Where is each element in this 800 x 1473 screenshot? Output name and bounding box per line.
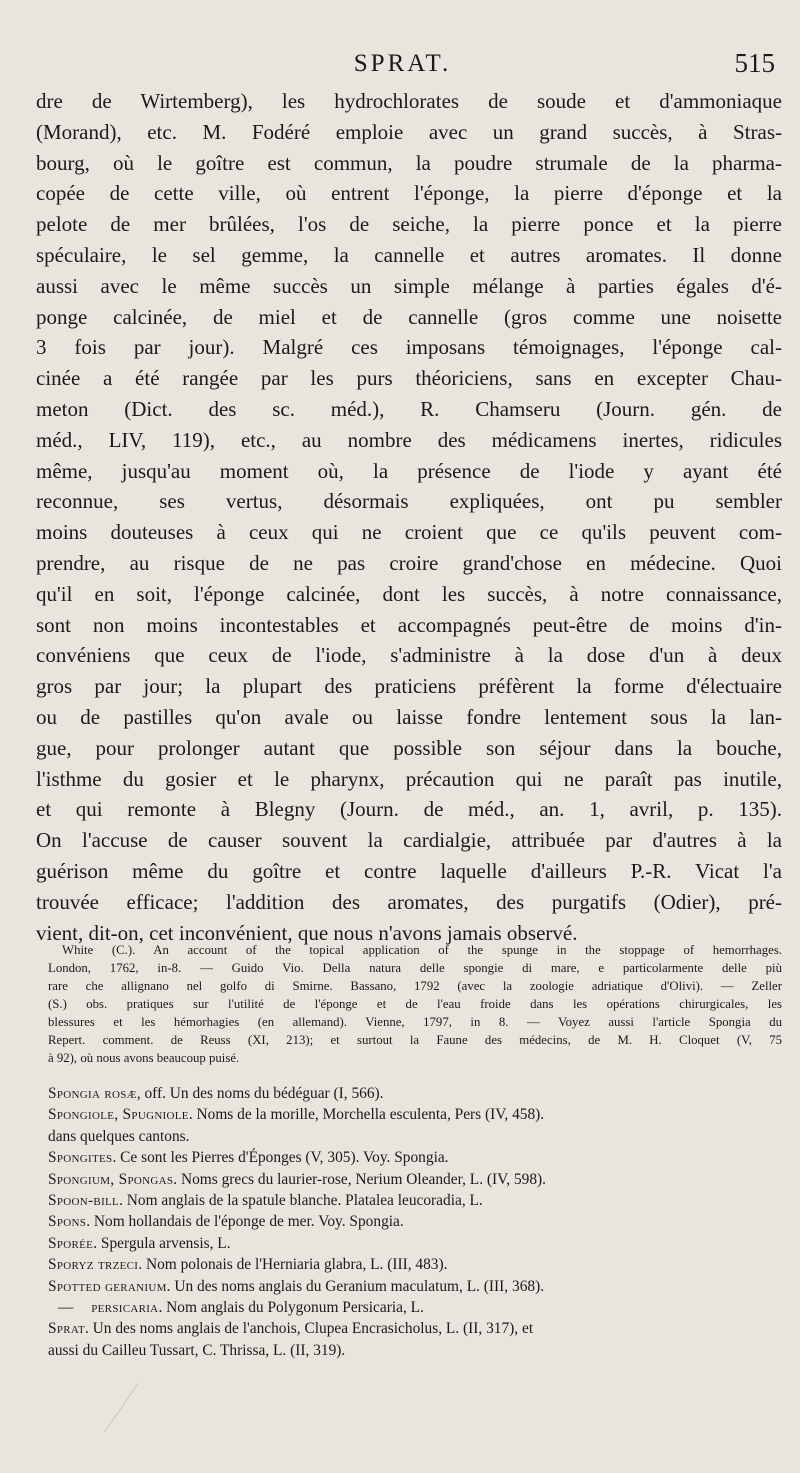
main-text-body xyxy=(36,86,782,948)
entry-text: . Un des noms anglais de l'anchois, Clupea Encrasicholus, L. (II, 317), et xyxy=(84,1320,534,1338)
dictionary-entry xyxy=(48,1233,782,1254)
page-number: 515 xyxy=(734,48,775,78)
reference-line: à 92), où nous avons beaucoup puisé. xyxy=(48,1051,240,1065)
dictionary-entry xyxy=(48,1190,782,1211)
text-line: dre de Wirtemberg), les hydrochlorates de soude et d'ammoniaque xyxy=(36,89,782,113)
text-line: gue, pour prolonger autant que possible son séjour dans la bouche, xyxy=(36,735,782,760)
text-line: prendre, au risque de ne pas croire grand'chose en médecine. Quoi xyxy=(36,550,782,575)
reference-line: blessures et les hémorhagies (en allemand). Vienne, 1797, in 8. — Voyez aussi l'article Spongia du xyxy=(48,1015,782,1029)
dictionary-entry xyxy=(48,1318,782,1361)
entry-text: . Noms grecs du laurier-rose, Nerium Oleander, L. (IV, 598). xyxy=(173,1170,547,1188)
entry-term: Sporyz trzeci xyxy=(48,1256,139,1274)
text-line: trouvée efficace; l'addition des aromates, des purgatifs (Odier), pré- xyxy=(36,889,782,914)
entry-term: Sporée xyxy=(48,1234,94,1252)
entry-continuation: dans quelques cantons. xyxy=(48,1127,190,1145)
entry-text: . Nom polonais de l'Herniaria glabra, L. (III, 483). xyxy=(138,1256,448,1274)
text-line: qu'il en soit, l'éponge calcinée, dont les succès, à notre connaissance, xyxy=(36,581,782,606)
entry-term: Spongium, Spongas xyxy=(48,1170,174,1188)
text-line: 3 fois par jour). Malgré ces imposans témoignages, l'éponge cal- xyxy=(36,335,782,360)
entry-term: Spotted geranium xyxy=(48,1277,167,1295)
text-line: meton (Dict. des sc. méd.), R. Chamseru (Journ. gén. de xyxy=(36,396,782,421)
text-line: méd., LIV, 119), etc., au nombre des médicamens inertes, ridicules xyxy=(36,427,782,452)
text-line: ou de pastilles qu'on avale ou laisse fondre lentement sous la lan- xyxy=(36,704,782,729)
text-line: cinée a été rangée par les purs théoriciens, sans en excepter Chau- xyxy=(36,366,782,391)
page-smudge xyxy=(104,1383,146,1437)
dictionary-entry xyxy=(48,1104,782,1147)
entry-term: persicaria xyxy=(91,1299,159,1317)
entry-text: . Noms de la morille, Morchella esculenta, Pers (IV, 458). xyxy=(188,1106,545,1124)
reference-line: rare che allignano nel golfo di Smirne. Bassano, 1792 (avec la zoologie adriatique d'Olivi). — Zeller xyxy=(48,979,782,993)
reference-line: Repert. comment. de Reuss (XI, 213); et surtout la Faune des médecins, de M. H. Cloquet (V, 75 xyxy=(48,1033,782,1047)
entry-text: , off. Un des noms du bédéguar (I, 566). xyxy=(136,1085,384,1102)
dictionary-entry xyxy=(48,1276,782,1297)
entry-continuation: aussi du Cailleu Tussart, C. Thrissa, L. (II, 319). xyxy=(48,1341,346,1359)
text-line: bourg, où le goître est commun, la poudre strumale de la pharma- xyxy=(36,150,782,175)
text-line: l'isthme du gosier et le pharynx, précaution qui ne paraît pas inutile, xyxy=(36,766,782,791)
entry-text: . Nom anglais de la spatule blanche. Platalea leucoradia, L. xyxy=(119,1192,483,1210)
text-line: vient, dit-on, cet inconvénient, que nous n'avons jamais observé. xyxy=(36,920,578,945)
text-line: même, jusqu'au moment où, la présence de l'iode y ayant été xyxy=(36,458,782,483)
text-line: pelote de mer brûlées, l'os de seiche, la pierre ponce et la pierre xyxy=(36,212,782,237)
entry-text: . Ce sont les Pierres d'Éponges (V, 305). Voy. Spongia. xyxy=(112,1149,449,1167)
text-line: guérison même du goître et contre laquelle d'ailleurs P.-R. Vicat l'a xyxy=(36,858,782,883)
text-line: ponge calcinée, de miel et de cannelle (gros comme une noisette xyxy=(36,304,782,329)
bibliography-block xyxy=(48,941,782,1067)
page-header xyxy=(30,48,775,84)
dictionary-entry xyxy=(48,1211,782,1232)
text-line: gros par jour; la plupart des praticiens préfèrent la forme d'électuaire xyxy=(36,674,782,699)
text-line: On l'accuse de causer souvent la cardialgie, attribuée par d'autres à la xyxy=(36,828,782,853)
entry-text: . Spergula arvensis, L. xyxy=(93,1234,231,1252)
running-head: SPRAT. xyxy=(353,50,452,77)
text-line: convéniens que ceux de l'iode, s'administre à la dose d'un à deux xyxy=(36,643,782,668)
entry-term: Spongiole, Spugniole xyxy=(48,1106,189,1124)
reference-line: White (C.). An account of the topical application of the spunge in the stoppage of hemorrhages. xyxy=(62,943,782,957)
entry-dash: — xyxy=(58,1299,74,1317)
reference-line: London, 1762, in-8. — Guido Vio. Della natura delle spongie di mare, e particolarmente delle più xyxy=(48,961,782,975)
text-line: reconnue, ses vertus, désormais expliquées, ont pu sembler xyxy=(36,489,782,514)
text-line: sont non moins incontestables et accompagnés peut-être de moins d'in- xyxy=(36,612,782,637)
text-line: moins douteuses à ceux qui ne croient que ce qu'ils peuvent com- xyxy=(36,520,782,545)
entry-text: . Nom hollandais de l'éponge de mer. Voy. Spongia. xyxy=(86,1213,404,1231)
entry-term: Spoon-bill xyxy=(48,1192,120,1210)
entry-term: Sprat xyxy=(48,1320,85,1338)
text-line: spéculaire, le sel gemme, la cannelle et autres aromates. Il donne xyxy=(36,242,782,267)
dictionary-entry xyxy=(48,1147,782,1168)
entry-term: Spongites xyxy=(48,1149,113,1167)
text-line: aussi avec le même succès un simple mélange à parties égales d'é- xyxy=(36,273,782,298)
dictionary-entries xyxy=(48,1083,782,1361)
dictionary-entry xyxy=(48,1297,782,1318)
text-line: copée de cette ville, où entrent l'éponge, la pierre d'éponge et la xyxy=(36,181,782,206)
text-line: et qui remonte à Blegny (Journ. de méd., an. 1, avril, p. 135). xyxy=(36,797,782,822)
entry-term: Spons xyxy=(48,1213,87,1231)
entry-text: . Nom anglais du Polygonum Persicaria, L. xyxy=(158,1299,424,1317)
dictionary-entry xyxy=(48,1254,782,1275)
reference-line: (S.) obs. pratiques sur l'utilité de l'éponge et de l'eau froide dans les opérations chirurgicales, les xyxy=(48,997,782,1011)
text-line: (Morand), etc. M. Fodéré emploie avec un grand succès, à Stras- xyxy=(36,119,782,144)
dictionary-entry xyxy=(48,1169,782,1190)
dictionary-entry xyxy=(48,1083,782,1104)
entry-term: Spongia rosæ xyxy=(48,1085,137,1102)
entry-text: . Un des noms anglais du Geranium maculatum, L. (III, 368). xyxy=(166,1277,545,1295)
